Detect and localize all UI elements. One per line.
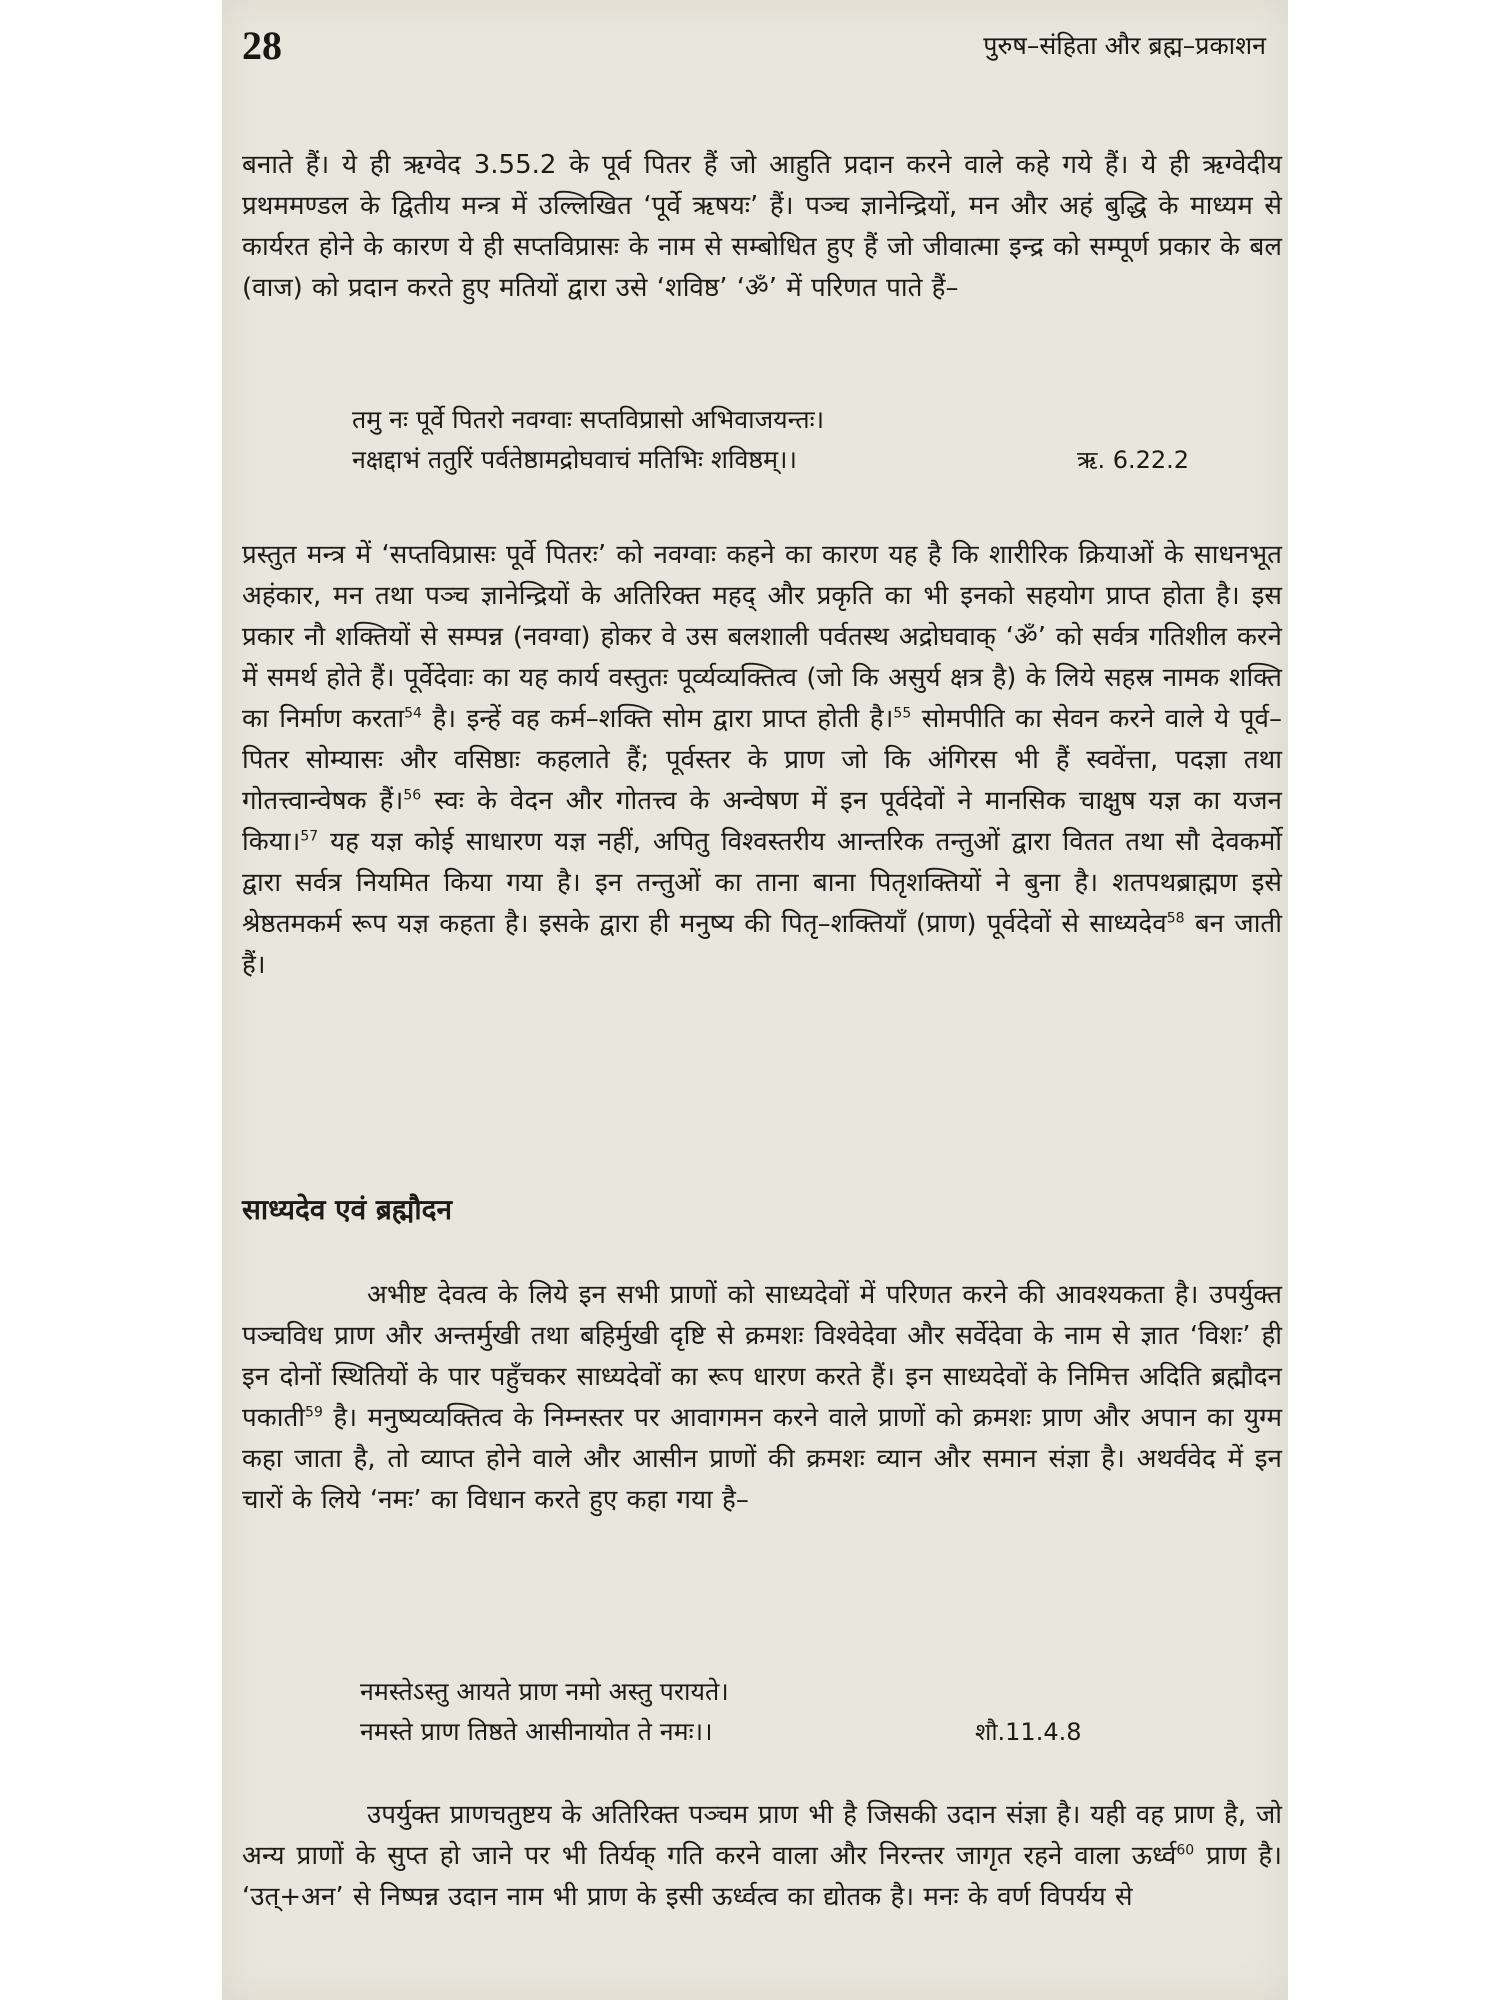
verse-block-2 <box>360 1672 1260 1752</box>
paragraph-2-seg-2: है। इन्हें वह कर्म–शक्ति सोम द्वारा प्राप्त होती है। <box>421 704 894 734</box>
verse-2-line-2-text: नमस्ते प्राण तिष्ठते आसीनायोत ते नमः।। <box>360 1717 713 1746</box>
paragraph-2-seg-3: सोमपीति का सेवन करने वाले ये पूर्व–पितर सोम्यासः और वसिष्ठाः कहलाते हैं; पूर्वस्तर के प्राण जो कि अंगिरस भी हैं स्ववेंत्ता, पदज्ञा तथा गोतत्त्वान्वेषक हैं। <box>242 704 1282 816</box>
left-scan-margin <box>0 0 222 2000</box>
verse-1-line-2 <box>352 440 1252 480</box>
paragraph-4 <box>242 1795 1282 1918</box>
verse-block-1 <box>352 400 1252 480</box>
footnote-ref-55: 55 <box>893 705 912 722</box>
paragraph-1 <box>242 145 1282 309</box>
right-scan-margin <box>1288 0 1500 2000</box>
paragraph-1-text: बनाते हैं। ये ही ऋग्वेद 3.55.2 के पूर्व पितर हैं जो आहुति प्रदान करने वाले कहे गये हैं। ये ही ऋग्वेदीय प्रथममण्डल के द्वितीय मन्त्र में उल्लिखित ‘पूर्वे ऋषयः’ हैं। पञ्च ज्ञानेन्द्रियों, मन और अहं बुद्धि के माध्यम से कार्यरत होने के कारण ये ही सप्तविप्रासः के नाम से सम्बोधित हुए हैं जो जीवात्मा इन्द्र को सम्पूर्ण प्रकार के बल (वाज) को प्रदान करते हुए मतियों द्वारा उसे ‘शविष्ठ’ ‘ॐ’ में परिणत पाते हैं– <box>242 150 1282 303</box>
paragraph-4-seg-1: उपर्युक्त प्राणचतुष्टय के अतिरिक्त पञ्चम प्राण भी है जिसकी उदान संज्ञा है। यही वह प्राण है, जो अन्य प्राणों के सुप्त हो जाने पर भी तिर्यक् गति करने वाला और निरन्तर जागृत रहने वाला ऊर्ध्व <box>242 1800 1282 1871</box>
paragraph-2 <box>242 535 1282 986</box>
verse-1-line-1-text: तमु नः पूर्वे पितरो नवग्वाः सप्तविप्रासो अभिवाजयन्तः। <box>352 405 825 434</box>
verse-1-line-2-text: नक्षद्दाभं ततुरिं पर्वतेष्ठामद्रोघवाचं मतिभिः शविष्ठम्।। <box>352 445 797 474</box>
footnote-ref-59: 59 <box>305 1404 323 1421</box>
footnote-ref-56: 56 <box>403 787 422 804</box>
verse-2-line-2 <box>360 1712 1260 1752</box>
footnote-ref-57: 57 <box>300 828 319 845</box>
page-number: 28 <box>242 23 282 68</box>
book-page <box>222 0 1288 2000</box>
paragraph-2-seg-1: प्रस्तुत मन्त्र में ‘सप्तविप्रासः पूर्वे पितरः’ को नवग्वाः कहने का कारण यह है कि शारीरिक क्रियाओं के साधनभूत अहंकार, मन तथा पञ्च ज्ञानेन्द्रियों के अतिरिक्त महद् और प्रकृति का भी इनको सहयोग प्राप्त होता है। इस प्रकार नौ शक्तियों से सम्पन्न (नवग्वा) होकर वे उस बलशाली पर्वतस्थ अद्रोघवाक् ‘ॐ’ को सर्वत्र गतिशील करने में समर्थ होते हैं। पूर्वेदेवाः का यह कार्य वस्तुतः पूर्व्यव्यक्तित्व (जो कि असुर्य क्षत्र है) के लिये सहस्र नामक शक्ति का निर्माण करता <box>242 540 1282 734</box>
verse-2-line-1 <box>360 1672 1260 1712</box>
paragraph-2-seg-5: यह यज्ञ कोई साधारण यज्ञ नहीं, अपितु विश्वस्तरीय आन्तरिक तन्तुओं द्वारा वितत तथा सौ देवकर्मो द्वारा सर्वत्र नियमित किया गया है। इन तन्तुओं का ताना बाना पितृशक्तियों ने बुना है। शतपथब्राह्मण इसे श्रेष्ठतमकर्म रूप यज्ञ कहता है। इसके द्वारा ही मनुष्य की पितृ–शक्तियाँ (प्राण) पूर्वदेवों से साध्यदेव <box>242 827 1282 939</box>
verse-1-reference: ऋ. 6.22.2 <box>1077 446 1190 474</box>
paragraph-2-seg-6: बन जाती हैं। <box>242 909 1282 980</box>
verse-2-reference: शौ.11.4.8 <box>975 1718 1082 1746</box>
running-head: पुरुष–संहिता और ब्रह्म–प्रकाशन <box>983 31 1266 60</box>
paragraph-4-text <box>242 1795 1282 1918</box>
paragraph-4-seg-2: प्राण है। ‘उत्+अन’ से निष्पन्न उदान नाम भी प्राण के इसी ऊर्ध्वत्व का द्योतक है। मनः के वर्ण विपर्यय से <box>242 1841 1283 1912</box>
paragraph-3-seg-1: अभीष्ट देवत्व के लिये इन सभी प्राणों को साध्यदेवों में परिणत करने की आवश्यकता है। उपर्युक्त पञ्चविध प्राण और अन्तर्मुखी तथा बहिर्मुखी दृष्टि से क्रमशः विश्वेदेवा और सर्वेदेवा के नाम से ज्ञात ‘विशः’ ही इन दोनों स्थितियों के पार पहुँचकर साध्यदेवों का रूप धारण करते हैं। इन साध्यदेवों के निमित्त अदिति ब्रह्मौदन पकाती <box>242 1280 1282 1433</box>
verse-1-line-1 <box>352 400 1252 440</box>
paragraph-3-seg-2: है। मनुष्यव्यक्तित्व के निम्नस्तर पर आवागमन करने वाले प्राणों को क्रमशः प्राण और अपान का युग्म कहा जाता है, तो व्याप्त होने वाले और आसीन प्राणों की क्रमशः व्यान और समान संज्ञा है। अथर्ववेद में इन चारों के लिये ‘नमः’ का विधान करते हुए कहा गया है– <box>242 1403 1282 1515</box>
footnote-ref-58: 58 <box>1166 910 1185 927</box>
verse-2-line-1-text: नमस्तेऽस्तु आयते प्राण नमो अस्तु परायते। <box>360 1677 729 1706</box>
paragraph-2-seg-4: स्वः के वेदन और गोतत्त्व के अन्वेषण में इन पूर्वदेवों ने मानसिक चाक्षुष यज्ञ का यजन किया। <box>242 786 1282 857</box>
section-heading: साध्यदेव एवं ब्रह्मौदन <box>242 1193 453 1226</box>
paragraph-3 <box>242 1275 1282 1521</box>
footnote-ref-54: 54 <box>404 705 422 722</box>
paragraph-3-text <box>242 1275 1282 1521</box>
footnote-ref-60: 60 <box>1176 1842 1195 1859</box>
paragraph-2-text <box>242 535 1282 986</box>
